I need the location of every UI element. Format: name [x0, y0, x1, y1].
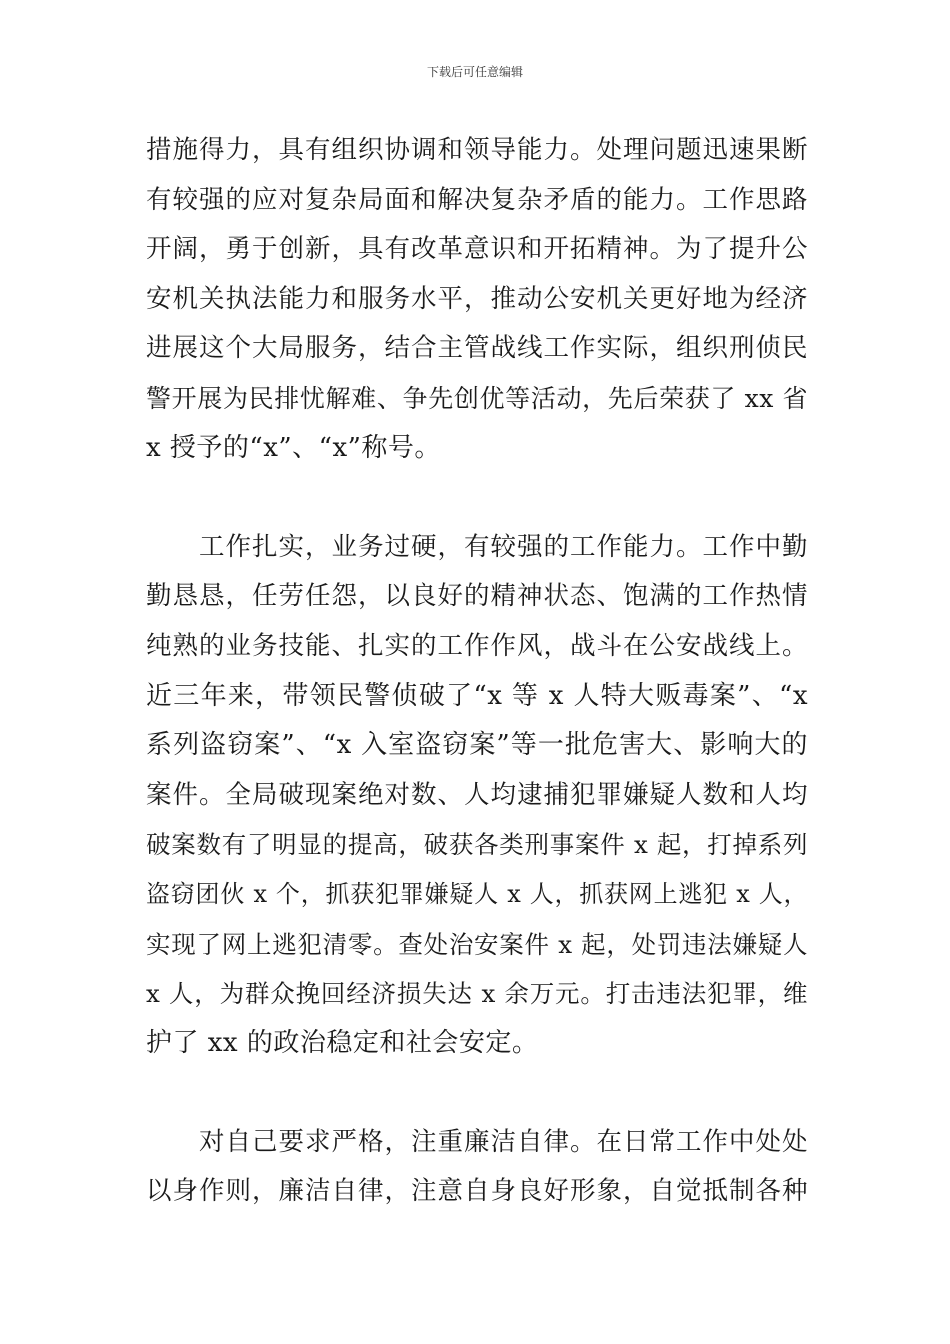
text-line: 实现了网上逃犯清零。查处治安案件 x 起，处罚违法嫌疑人 — [146, 929, 808, 959]
page-header-note: 下载后可任意编辑 — [426, 65, 523, 79]
paragraph-spacer — [146, 473, 808, 523]
text-line: 对自己要求严格，注重廉洁自律。在日常工作中处处 — [146, 1126, 808, 1157]
text-line: 警开展为民排忧解难、争先创优等活动，先后荣获了 xx 省 — [146, 383, 808, 413]
text-line: x 人，为群众挽回经济损失达 x 余万元。打击违法犯罪，维 — [146, 979, 808, 1009]
document-body — [146, 126, 808, 1217]
paragraph-2 — [146, 523, 808, 1069]
paragraph-3 — [146, 1118, 808, 1217]
text-line: 措施得力，具有组织协调和领导能力。处理问题迅速果断 — [146, 135, 808, 165]
text-line: x 授予的“x”、“x”称号。 — [146, 432, 441, 463]
text-line: 工作扎实，业务过硬，有较强的工作能力。工作中勤 — [146, 531, 808, 562]
text-line: 以身作则，廉洁自律，注意自身良好形象，自觉抵制各种 — [146, 1176, 808, 1207]
text-line: 进展这个大局服务，结合主管战线工作实际，组织刑侦民 — [146, 333, 808, 364]
paragraph-spacer — [146, 1068, 808, 1118]
text-line: 有较强的应对复杂局面和解决复杂矛盾的能力。工作思路 — [146, 184, 808, 215]
text-line: 护了 xx 的政治稳定和社会安定。 — [146, 1027, 539, 1058]
paragraph-1 — [146, 126, 808, 473]
text-line: 盗窃团伙 x 个，抓获犯罪嫌疑人 x 人，抓获网上逃犯 x 人， — [146, 879, 808, 908]
text-line: 近三年来，带领民警侦破了“x 等 x 人特大贩毒案”、“x — [146, 680, 808, 711]
text-line: 系列盗窃案”、“x 入室盗窃案”等一批危害大、影响大的 — [146, 730, 808, 761]
text-line: 勤恳恳，任劳任怨，以良好的精神状态、饱满的工作热情 — [146, 581, 808, 612]
text-line: 安机关执法能力和服务水平，推动公安机关更好地为经济 — [146, 283, 808, 314]
text-line: 破案数有了明显的提高，破获各类刑事案件 x 起，打掉系列 — [146, 830, 808, 860]
text-line: 纯熟的业务技能、扎实的工作作风，战斗在公安战线上。 — [146, 630, 808, 661]
text-line: 案件。全局破现案绝对数、人均逮捕犯罪嫌疑人数和人均 — [146, 779, 808, 810]
text-line: 开阔，勇于创新，具有改革意识和开拓精神。为了提升公 — [146, 234, 808, 265]
